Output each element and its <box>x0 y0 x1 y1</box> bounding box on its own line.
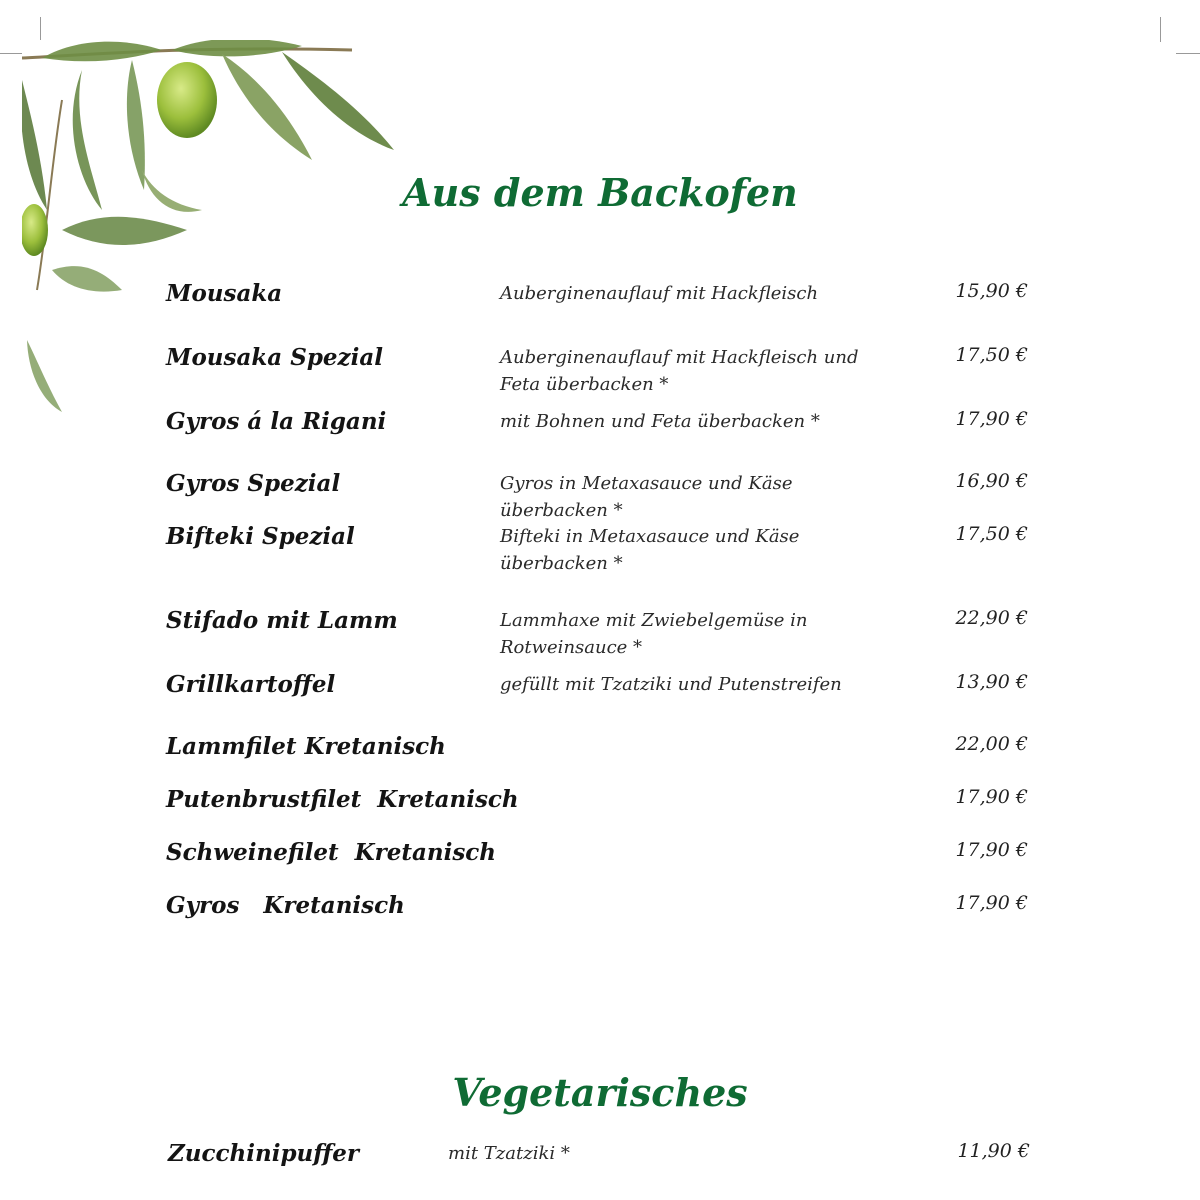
menu-item-name: Gyros Kretanisch <box>166 892 405 919</box>
menu-item-name: Lammfilet Kretanisch <box>166 733 446 760</box>
menu-item-name: Gyros á la Rigani <box>166 408 387 435</box>
menu-item-price: 22,00 € <box>955 733 1028 755</box>
menu-item-price: 17,90 € <box>955 839 1028 861</box>
menu-item-name: Schweinefilet Kretanisch <box>166 839 496 866</box>
menu-item-name: Grillkartoffel <box>166 671 336 698</box>
menu-item-price: 11,90 € <box>957 1140 1030 1162</box>
menu-item-description: Gyros in Metaxasauce und Käse überbacken * <box>500 473 793 521</box>
menu-item-price: 13,90 € <box>955 671 1028 693</box>
menu-item-description: Lammhaxe mit Zwiebelgemüse in Rotweinsauce * <box>500 610 808 658</box>
crop-mark-top-left-horizontal <box>0 53 22 54</box>
crop-mark-top-right-horizontal <box>1176 53 1200 54</box>
menu-item-name: Mousaka <box>166 280 283 307</box>
menu-item-price: 16,90 € <box>955 470 1028 492</box>
menu-item-description: Auberginenauflauf mit Hackfleisch <box>500 283 819 304</box>
menu-item-price: 15,90 € <box>955 280 1028 302</box>
menu-item-name: Stifado mit Lamm <box>166 607 398 634</box>
crop-mark-top-left-vertical <box>40 17 41 40</box>
menu-item-price: 17,90 € <box>955 892 1028 914</box>
menu-item-price: 17,90 € <box>955 408 1028 430</box>
menu-item-name: Putenbrustfilet Kretanisch <box>166 786 519 813</box>
menu-item-description: mit Bohnen und Feta überbacken * <box>500 411 820 432</box>
menu-item-price: 17,50 € <box>955 523 1028 545</box>
menu-item-price: 17,90 € <box>955 786 1028 808</box>
section-title-backofen: Aus dem Backofen <box>402 170 798 215</box>
menu-item-description: Auberginenauflauf mit Hackfleisch und Feta überbacken * <box>500 347 859 395</box>
menu-item-name: Zucchinipuffer <box>168 1140 360 1167</box>
menu-item-price: 22,90 € <box>955 607 1028 629</box>
menu-item-price: 17,50 € <box>955 344 1028 366</box>
crop-mark-top-right-vertical <box>1160 17 1161 42</box>
section-title-vegetarisches: Vegetarisches <box>452 1070 748 1115</box>
menu-item-name: Mousaka Spezial <box>166 344 383 371</box>
menu-item-description: mit Tzatziki * <box>448 1143 570 1164</box>
menu-item-name: Bifteki Spezial <box>166 523 355 550</box>
menu-item-name: Gyros Spezial <box>166 470 341 497</box>
menu-item-description: gefüllt mit Tzatziki und Putenstreifen <box>500 674 842 695</box>
menu-item-description: Bifteki in Metaxasauce und Käse überbacken * <box>500 526 800 574</box>
